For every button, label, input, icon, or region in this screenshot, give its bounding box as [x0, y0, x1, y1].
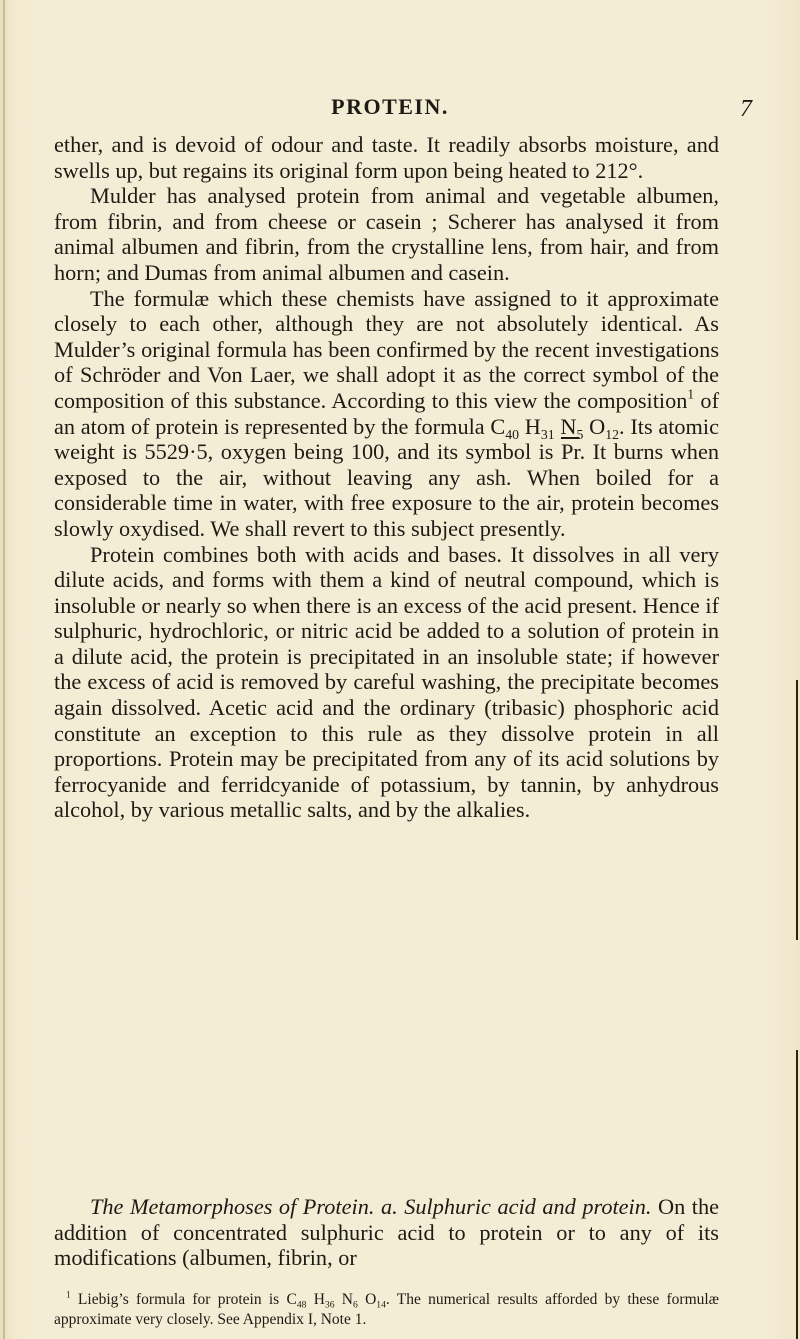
page-spine-edge — [3, 0, 5, 1339]
footnote-marker: 1 — [66, 1290, 71, 1301]
footnote-text: Liebig’s formula for protein is — [70, 1291, 287, 1308]
footnote-reference: 1 — [687, 386, 695, 402]
page-edge-mark — [796, 1050, 798, 1339]
paragraph-text: The formulæ which these chemists have assigned to it approximate closely to each other, although they are not absolutely identical. As Mulder’s original formula has been confirmed by the recent investigations of Schröder and Von Laer, we shall adopt it as the correct symbol of the composition of this substance. According to this view the composition — [54, 285, 719, 413]
section-text: On the addition of concentrated sulphuric acid to protein or to any of its modifications (albumen, fibrin, or — [54, 1194, 720, 1271]
paragraph-text: . Its atomic weight is 5529·5, oxygen being 100, and its symbol is — [54, 413, 719, 465]
footnote-text: . The numerical results afforded by these formulæ approximate very closely. See Appendix I, Note 1. — [54, 1291, 720, 1328]
page-edge-mark — [796, 680, 798, 940]
running-head: PROTEIN. — [331, 94, 449, 119]
footnote — [54, 1290, 719, 1330]
section-title: The Metamorphoses of Protein. — [90, 1194, 375, 1219]
section-paragraph — [54, 1194, 719, 1271]
paragraph: Protein combines both with acids and bases. It dissolves in all very dilute acids, and forms with them a kind of neutral compound, which is insoluble or nearly so when there is an excess of the acid present. Hence if sulphuric, hydrochloric, or nitric acid be added to a solution of protein in a dilute acid, the protein is precipitated in an insoluble state; if however the excess of acid is removed by careful washing, the precipitate becomes again dissolved. Acetic acid and the ordinary (tribasic) phosphoric acid constitute an exception to this rule as they dissolve protein in all proportions. Protein may be precipitated from any of its acid solutions by ferrocyanide and ferridcyanide of potassium, by tannin, by anhydrous alcohol, by various metallic salts, and by the alkalies. — [54, 541, 719, 823]
paragraph: Mulder has analysed protein from animal and vegetable albumen, from fibrin, and from cheese or casein ; Scherer has analysed it from animal albumen and fibrin, from the crystalline lens, from hair, and from horn; and Dumas from animal albumen and casein. — [54, 183, 719, 285]
paragraph-text: of an atom of protein is represented by the formula — [54, 387, 720, 439]
chemical-formula: $C_{48}$ $H_{36}$ $N_6$ $O_{14}$ — [286, 1291, 386, 1311]
subsection-label: a. — [380, 1194, 398, 1219]
chemical-formula: $C_{40}$ $H_{31}$ $N_5$ $O_{12}$ — [490, 413, 620, 442]
chemical-symbol: $\overline{Pr}$ — [560, 439, 580, 465]
subsection-title: Sulphuric acid and protein. — [404, 1194, 652, 1219]
page-header — [60, 94, 752, 122]
page-number: 7 — [740, 96, 752, 122]
paragraph: ether, and is devoid of odour and taste. It readily absorbs moisture, and swells up, but regains its original form upon being heated to 212°. — [54, 132, 719, 183]
body-text — [54, 132, 719, 823]
paragraph — [54, 286, 719, 542]
paragraph-text: . It burns when exposed to the air, without leaving any ash. When boiled for a considerable time in water, with free exposure to the air, protein becomes slowly oxydised. We shall revert to this subject presently. — [54, 439, 719, 541]
